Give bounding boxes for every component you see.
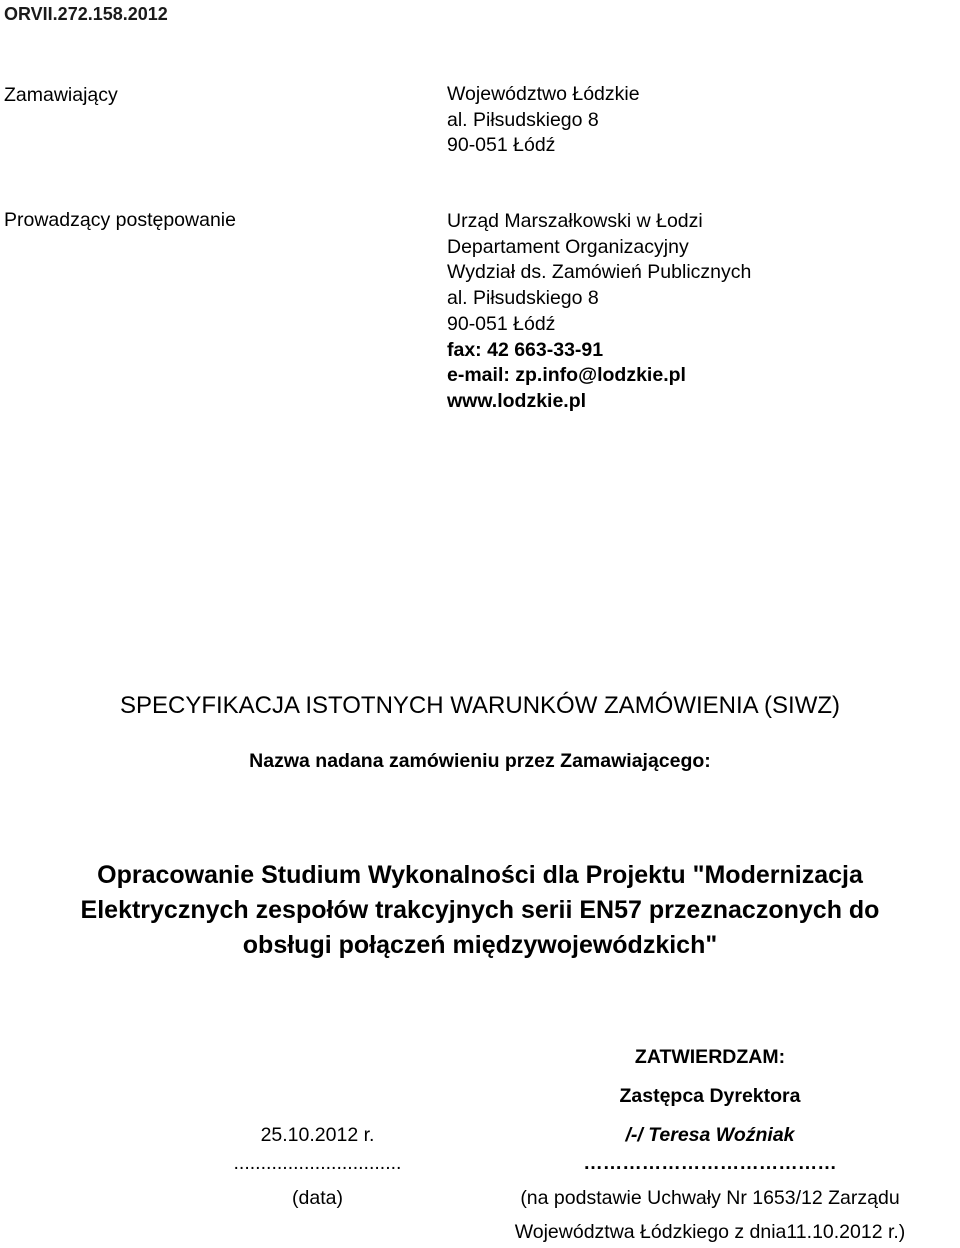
ordering-party-line: al. Piłsudskiego 8 [447, 108, 599, 131]
approval-heading: ZATWIERDZAM: [634, 1046, 786, 1068]
approval-signature: /-/ Teresa Woźniak [625, 1124, 795, 1146]
website-link: www.lodzkie.pl [447, 389, 587, 412]
conducting-party-line: Urząd Marszałkowski w Łodzi [447, 210, 703, 232]
project-name-line: obsługi połączeń międzywojewódzkich" [242, 931, 718, 959]
approval-signature-line: ………………………………… [583, 1152, 837, 1174]
document-title: SPECYFIKACJA ISTOTNYCH WARUNKÓW ZAMÓWIENIA (SIWZ) [119, 692, 841, 719]
email-address: e-mail: zp.info@lodzkie.pl [447, 364, 686, 387]
project-name [0, 858, 960, 963]
ordering-party-address [447, 82, 640, 159]
ordering-party-label: Zamawiający [4, 84, 118, 106]
conducting-party-address [447, 209, 751, 415]
ordering-party-line: Województwo Łódzkie [447, 83, 640, 105]
conducting-party-line: Departament Organizacyjny [447, 235, 689, 258]
date-line: ............................... [233, 1152, 402, 1174]
conducting-party-line: al. Piłsudskiego 8 [447, 287, 599, 310]
document-subtitle: Nazwa nadana zamówieniu przez Zamawiającego: [249, 750, 711, 772]
fax-number: fax: 42 663-33-91 [447, 338, 604, 361]
conducting-party-line: 90-051 Łódź [447, 312, 556, 335]
conducting-party-label: Prowadzący postępowanie [4, 209, 236, 231]
date-value: 25.10.2012 r. [260, 1124, 375, 1146]
date-label: (data) [292, 1187, 343, 1209]
project-name-line: Elektrycznych zespołów trakcyjnych serii EN57 przeznaczonych do [80, 896, 880, 924]
approval-basis-line: (na podstawie Uchwały Nr 1653/12 Zarządu [520, 1187, 900, 1209]
document-reference: ORVII.272.158.2012 [4, 4, 168, 24]
conducting-party-line: Wydział ds. Zamówień Publicznych [447, 261, 752, 284]
ordering-party-line: 90-051 Łódź [447, 134, 556, 157]
approval-basis-line: Województwa Łódzkiego z dnia11.10.2012 r.) [514, 1221, 906, 1243]
approval-role: Zastępca Dyrektora [619, 1085, 801, 1107]
project-name-line: Opracowanie Studium Wykonalności dla Projektu "Modernizacja [97, 861, 863, 889]
